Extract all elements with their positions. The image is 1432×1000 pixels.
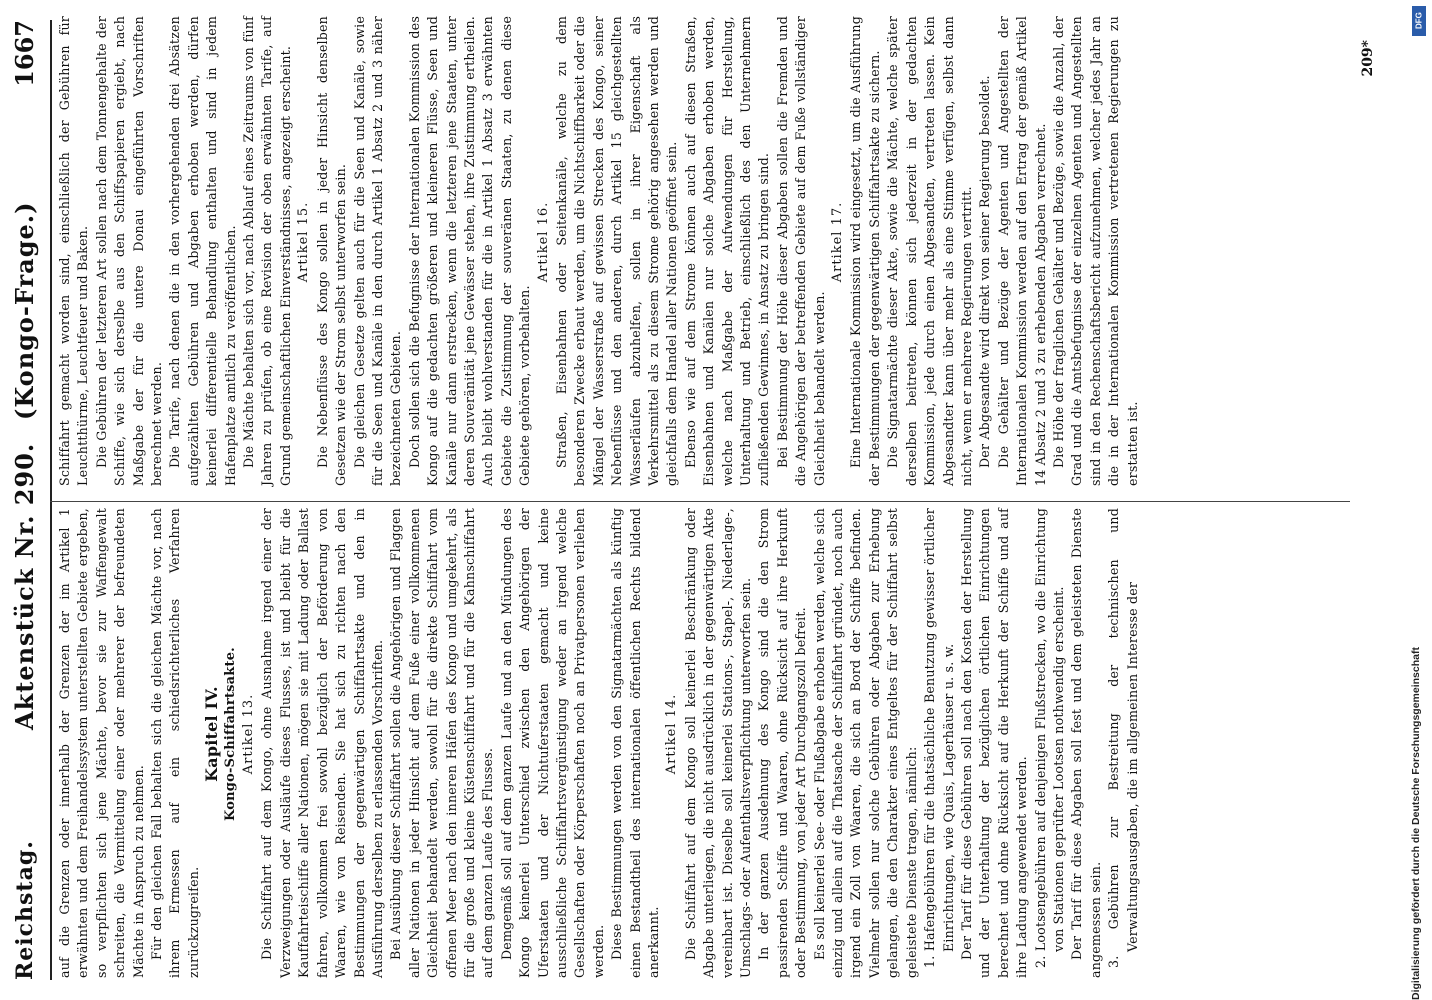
paragraph: Doch sollen sich die Befugnisse der Internationalen Kommission des Kongo auf die gedachten größeren und kleineren Flüsse, Seen und Kanäle nur dann erstrecken, wenn die letzteren jene Staaten, unter deren Souveränität jene Gewässer stehen, ihre Zustimmung ertheilen. Auch bleibt wohlverstanden für die in Artikel 1 Absatz 3 erwähnten Gebiete die Zustimmung der souveränen Staaten, zu denen diese Gebiete gehören, vorbehalten. <box>406 16 533 486</box>
paragraph: Straßen, Eisenbahnen oder Seitenkanäle, welche zu dem besonderen Zwecke erbaut werden, um die Nichtschiffbarkeit oder die Mängel der Wasserstraße auf gewissen Strecken des Kongo, seiner Nebenflüsse und den anderen, durch Artikel 15 gleichgestellten Wasserläufen abzuhelfen, sollen in ihrer Eigenschaft als Verkehrsmittel als zu diesem Strome gehörig angesehen werden und gleichfalls dem Handel aller Nationen geöffnet sein. <box>553 16 680 486</box>
paragraph: Die Signatarmächte dieser Akte, sowie die Mächte, welche später derselben beitreten, können sich jederzeit in der gedachten Kommission, jede durch einen Abgesandten, vertreten lassen. Kein Abgesandter kann über mehr als eine Stimme verfügen, selbst dann nicht, wenn er mehrere Regierungen vertritt. <box>885 16 974 486</box>
article-heading: Artikel 17. <box>830 201 846 283</box>
right-column <box>56 16 1142 486</box>
list-item: 3. Gebühren zur Bestreitung der technischen und Verwaltungsausgaben, die im allgemeinen Interesse der <box>1106 508 1140 968</box>
list-item: 1. Hafengebühren für die thatsächliche Benutzung gewisser örtlicher Einrichtungen, wie Quais, Lagerhäuser u. s. w. <box>922 508 956 968</box>
paragraph: Es soll keinerlei See- oder Flußabgabe erhoben werden, welche sich einzig und allein auf die Thatsache der Schiffahrt gründet, noch auch irgend ein Zoll von Waaren, die sich an Bord der Schiffe befinden. Vielmehr sollen nur solche Gebühren oder Abgaben zur Erhebung gelangen, die den Charakter eines Entgeltes für der Schiffahrt selbst geleistete Dienste tragen, nämlich: <box>811 508 919 978</box>
header-title: (Kongo-Frage.) <box>10 201 39 420</box>
paragraph: Bei Ausübung dieser Schiffahrt sollen die Angehörigen und Flaggen aller Nationen in jeder Hinsicht auf dem Fuße einer vollkommenen Gleichheit behandelt werden, sowohl für die direkte Schiffahrt vom offenen Meer nach den inneren Häfen des Kongo und umgekehrt, als für die große und kleine Küstenschiffahrt und für die Kahnschiffahrt auf dem ganzen Laufe des Flusses. <box>388 508 496 978</box>
paragraph: Die Schiffahrt auf dem Kongo, ohne Ausnahme irgend einer der Verzweigungen oder Ausläufe dieses Flusses, ist und bleibt für die Kauffahrteischiffe aller Nationen, mögen sie mit Ladung oder Ballast fahren, vollkommen frei sowohl bezüglich der Beförderung von Waaren, wie von Reisenden. Sie hat sich zu richten nach den Bestimmungen der gegenwärtigen Schiffahrtsakte und den in Ausführung derselben zu erlassenden Vorschriften. <box>259 508 385 978</box>
list-item: 2. Lootsengebühren auf denjenigen Flußstrecken, wo die Einrichtung von Stationen geprüfter Lootsen nothwendig erscheint. <box>1032 508 1066 968</box>
article-heading: Artikel 14. <box>664 693 680 775</box>
paragraph: Der Tarif für diese Abgaben soll fest und dem geleisteten Dienste angemessen sein. <box>1069 508 1103 978</box>
paragraph: Die gleichen Gesetze gelten auch für die Seen und Kanäle, sowie für die Seen und Kanäle in den durch Artikel 1 Absatz 2 und 3 näher bezeichneten Gebieten. <box>351 16 404 486</box>
paragraph: Die Mächte behalten sich vor, nach Ablauf eines Zeitraums von fünf Jahren zu prüfen, ob eine Revision der oben erwähnten Tarife, auf Grund gemeinschaftlichen Einverständnisses, angezeigt erscheint. <box>241 16 293 486</box>
paragraph: Die Tarife, nach denen die in den vorhergehenden drei Absätzen aufgezählten Gebühren und Abgaben erhoben werden, dürfen keinerlei differentielle Behandlung enthalten und sind in jedem Hafenplatze amtlich zu veröffentlichen. <box>167 16 238 486</box>
paragraph: Der Tarif für diese Gebühren soll nach den Kosten der Herstellung und der Unterhaltung der bezüglichen örtlichen Einrichtungen berechnet und ohne Rücksicht auf die Herkunft der Schiffe und auf ihre Ladung angewendet werden. <box>958 508 1030 978</box>
paragraph: Ebenso wie auf dem Strome können auch auf diesen Straßen, Eisenbahnen und Kanälen nur solche Abgaben erhoben werden, welche nach Maßgabe der Aufwendungen für Herstellung, Unterhaltung und Betrieb, einschließlich des den Unternehmern zufließenden Gewinnes, in Ansatz zu bringen sind. <box>682 16 772 486</box>
paragraph: Der Abgesandte wird direkt von seiner Regierung besoldet. <box>977 75 993 468</box>
paragraph: Eine Internationale Kommission wird eingesetzt, um die Ausführung der Bestimmungen der gegenwärtigen Schiffahrtsakte zu sichern. <box>848 16 882 486</box>
paragraph: In der ganzen Ausdehnung des Kongo sind die den Strom passirenden Schiffe und Waaren, ohne Rücksicht auf ihre Herkunft oder Bestimmung, von jeder Art Durchgangszoll befreit. <box>756 508 809 978</box>
header-rule <box>50 20 52 980</box>
article-heading: Artikel 16. <box>535 201 551 283</box>
page-number: 1667 <box>10 20 39 87</box>
paragraph: auf die Grenzen oder innerhalb der Grenzen der im Artikel 1 erwähnten und dem Freihandelssystem unterstellten Gebiete ergeben, so verpflichten sich jene Mächte, bevor sie zur Waffengewalt schreiten, die Vermittelung einer oder mehrerer der befreundeten Mächte in Anspruch zu nehmen. <box>57 508 146 978</box>
article-heading: Artikel 13. <box>241 693 257 775</box>
left-column <box>56 508 1142 978</box>
paragraph: Die Gebühren der letzteren Art sollen nach dem Tonnengehalte der Schiffe, wie sich derselbe aus den Schiffspapieren ergiebt, nach Maßgabe der für die untere Donau eingeführten Vorschriften berechnet werden. <box>93 16 165 486</box>
digitization-note: Digitalisierung gefördert durch die Deutsche Forschungsgemeinschaft <box>1410 647 1422 1000</box>
paragraph: Die Schiffahrt auf dem Kongo soll keinerlei Beschränkung oder Abgabe unterliegen, die nicht ausdrücklich in der gegenwärtigen Akte vereinbart ist. Dieselbe soll keinerlei Stations-, Stapel-, Niederlage-, Umschlags- oder Aufenthaltsverpflichtung unterworfen sein. <box>682 508 754 978</box>
paragraph: Die Höhe der fraglichen Gehälter und Bezüge, sowie die Anzahl, der Grad und die Amtsbefugnisse der einzelnen Agenten und Angestellten sind in den Rechenschaftsbericht aufzunehmen, welcher jedes Jahr an die in der Internationalen Kommission vertretenen Regierungen zu erstatten ist. <box>1050 16 1140 486</box>
signature-mark: 209* <box>1360 40 1376 77</box>
dfg-logo: DFG <box>1412 6 1426 36</box>
chapter-title: Kongo-Schiffahrtsakte. <box>222 647 238 821</box>
paragraph: Die Nebenflüsse des Kongo sollen in jeder Hinsicht denselben Gesetzen wie der Strom selbst unterworfen sein. <box>314 16 349 486</box>
column-rule <box>50 501 1350 502</box>
page-header <box>4 20 48 980</box>
header-middle: Aktenstück Nr. 290. <box>10 442 39 730</box>
paragraph: Diese Bestimmungen werden von den Signatarmächten als künftig einen Bestandtheil des internationalen öffentlichen Rechts bildend anerkannt. <box>609 508 661 978</box>
paragraph: Demgemäß soll auf dem ganzen Laufe und an den Mündungen des Kongo keinerlei Unterschied zwischen den Angehörigen der Uferstaaten und der Nichtuferstaaten gemacht und keine ausschließliche Schiffahrtsvergünstigung weder an irgend welche Gesellschaften oder Körperschaften noch an Privatpersonen verliehen werden. <box>498 508 606 978</box>
paragraph: Die Gehälter und Bezüge der Agenten und Angestellten der Internationalen Kommission werden auf den Ertrag der gemäß Artikel 14 Absatz 2 und 3 zu erhebenden Abgaben verrechnet. <box>995 16 1048 486</box>
header-left: Reichstag. <box>12 840 38 980</box>
paragraph: Für den gleichen Fall behalten sich die gleichen Mächte vor, nach ihrem Ermessen auf ein schiedsrichterliches Verfahren zurückzugreifen. <box>149 508 201 978</box>
article-heading: Artikel 15. <box>296 201 312 283</box>
paragraph: Bei Bestimmung der Höhe dieser Abgaben sollen die Fremden und die Angehörigen der betreffenden Gebiete auf dem Fuße vollständiger Gleichheit behandelt werden. <box>774 16 827 486</box>
chapter-heading: Kapitel IV. <box>202 686 222 782</box>
paragraph: Schiffahrt gemacht worden sind, einschließlich der Gebühren für Leuchtthürme, Leuchtfeuer und Baken. <box>57 16 91 486</box>
